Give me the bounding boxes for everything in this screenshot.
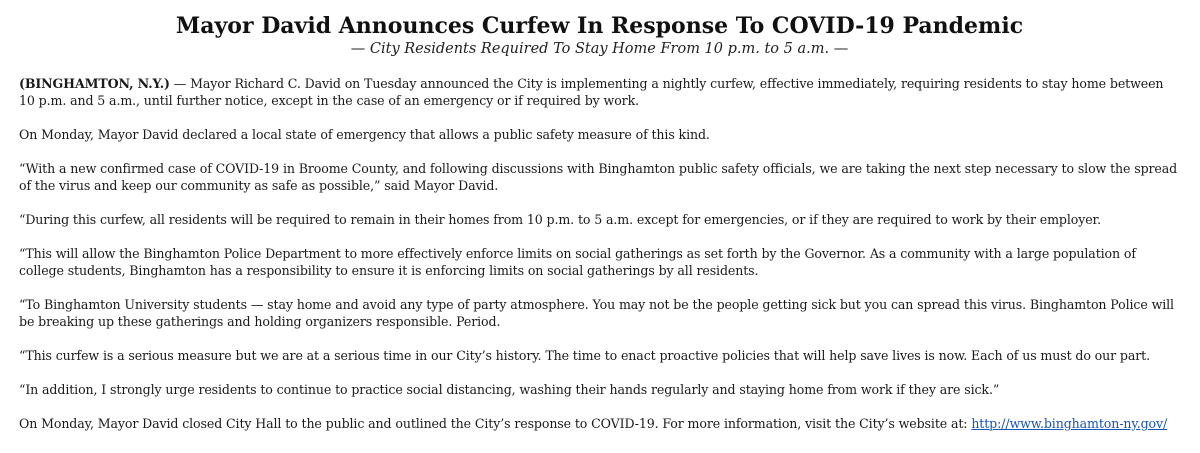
city-website-link[interactable]: http://www.binghamton-ny.gov/ — [971, 416, 1168, 431]
paragraph-quote-university-students: “To Binghamton University students — stay home and avoid any type of party atmosphere. You may not be the people getting sick but you can spread this virus. Binghamton Police will be breaking up these gatherings and holding organizers responsible. Period. — [19, 297, 1174, 329]
paragraph-quote-new-case: “With a new confirmed case of COVID-19 in Broome County, and following discussions with Binghamton public safety officials, we are taking the next step necessary to slow the spread of the virus and keep our community as safe as possible,” said Mayor David. — [19, 161, 1178, 193]
dateline: (BINGHAMTON, N.Y.) — [19, 76, 170, 91]
paragraph-emergency-declaration: On Monday, Mayor David declared a local state of emergency that allows a public safety measure of this kind. — [19, 127, 710, 142]
subheadline: — City Residents Required To Stay Home From 10 p.m. to 5 a.m. — — [350, 41, 849, 57]
paragraph-quote-curfew-hours: “During this curfew, all residents will be required to remain in their homes from 10 p.m. to 5 a.m. except for emergencies, or if they are required to work by their employer. — [19, 212, 1101, 227]
paragraph-quote-police-enforcement: “This will allow the Binghamton Police Department to more effectively enforce limits on social gatherings as set forth by the Governor. As a community with a large population of college students, Binghamton has a responsibility to ensure it is enforcing limits on social gatherings by all residents. — [19, 246, 1136, 278]
closing-paragraph — [19, 415, 1180, 432]
closing-text: On Monday, Mayor David closed City Hall to the public and outlined the City’s response to COVID-19. For more information, visit the City’s website at: — [19, 416, 972, 431]
paragraph-quote-serious-measure: “This curfew is a serious measure but we are at a serious time in our City’s history. The time to enact proactive policies that will help save lives is now. Each of us must do our part. — [19, 348, 1150, 363]
headline: Mayor David Announces Curfew In Response To COVID-19 Pandemic — [175, 13, 1024, 39]
lead-paragraph — [19, 75, 1180, 109]
paragraph-quote-social-distancing: “In addition, I strongly urge residents to continue to practice social distancing, washing their hands regularly and staying home from work if they are sick.” — [19, 382, 1000, 397]
lead-text: — Mayor Richard C. David on Tuesday announced the City is implementing a nightly curfew, effective immediately, requiring residents to stay home between 10 p.m. and 5 a.m., until further notice, except in the case of an emergency or if required by work. — [19, 76, 1164, 108]
